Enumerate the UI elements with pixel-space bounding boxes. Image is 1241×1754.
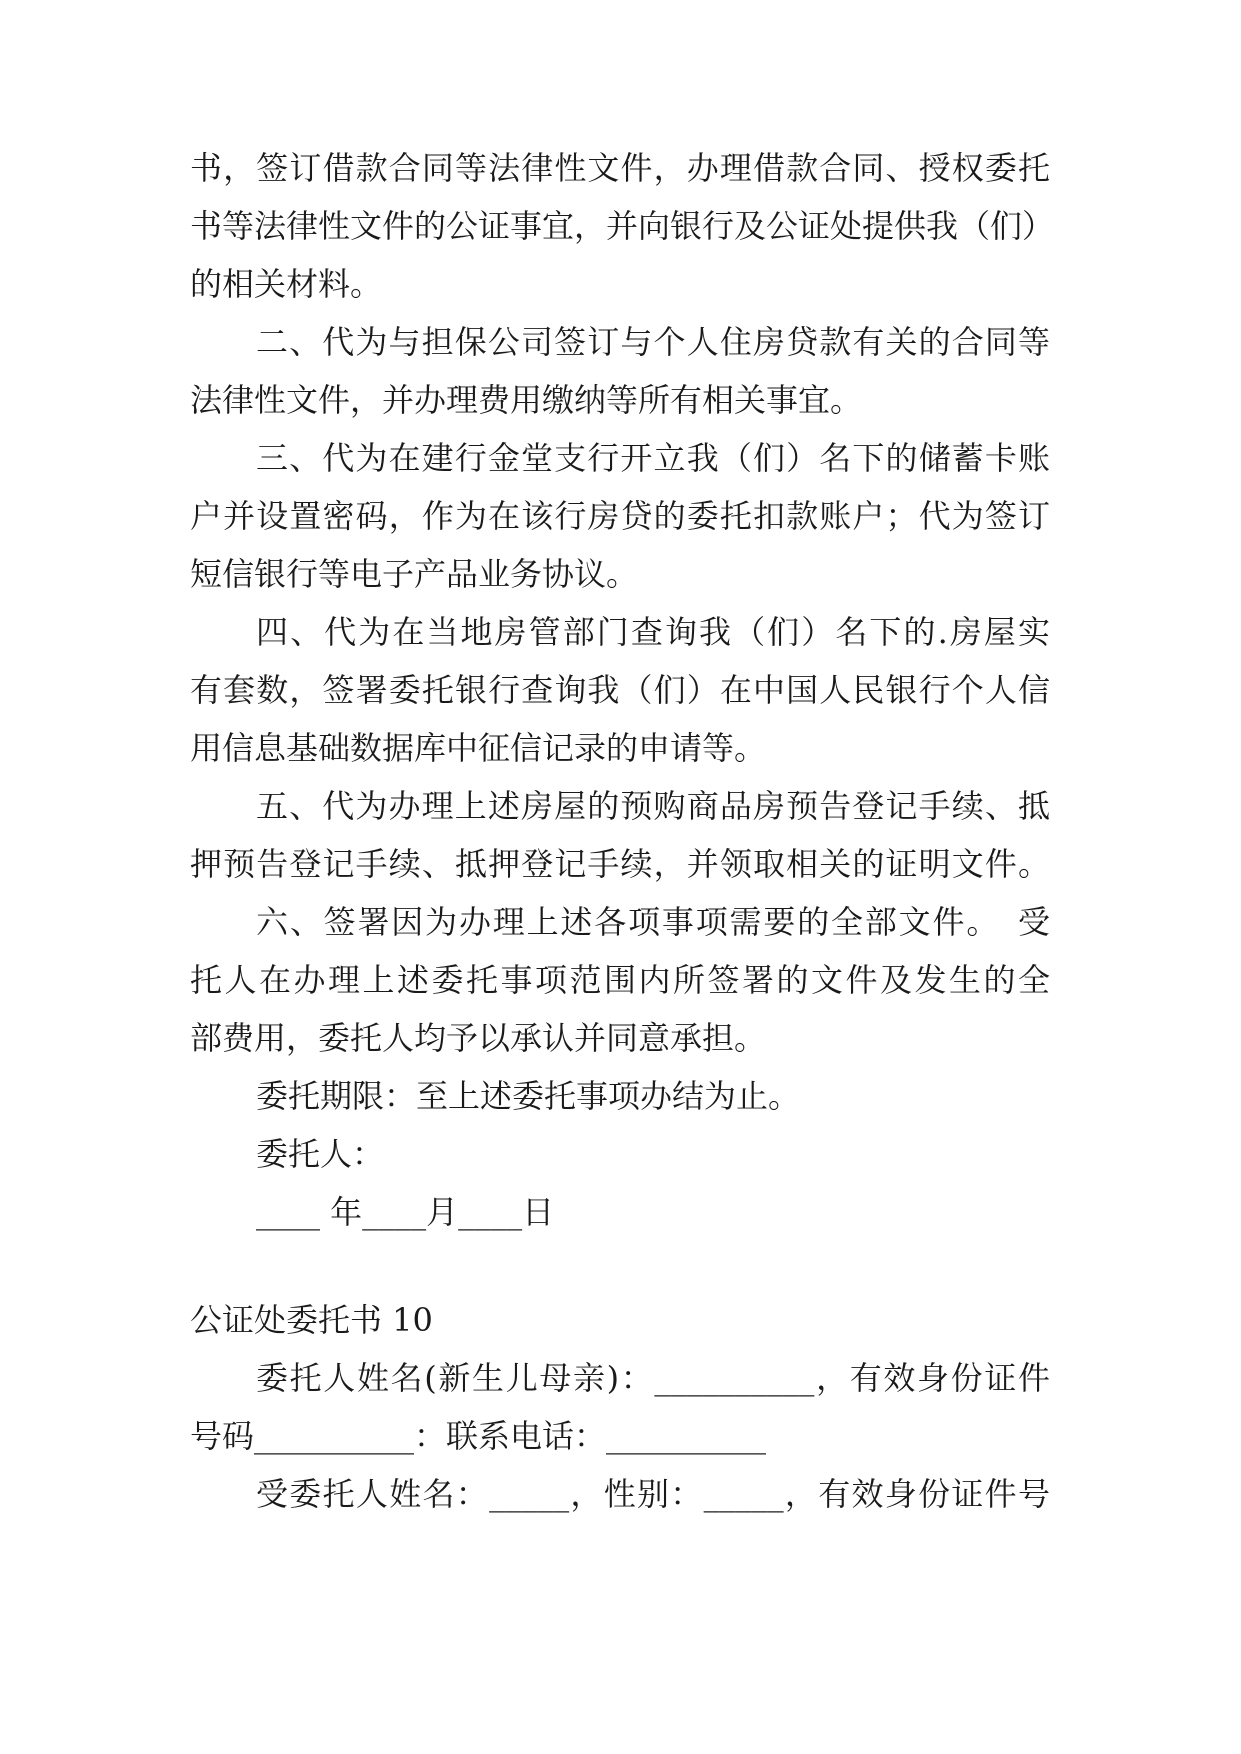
entrust-period: 委托期限：至上述委托事项办结为止。: [256, 1077, 801, 1115]
clause-4-line-2: 有套数，签署委托银行查询我（们）在中国人民银行个人信: [190, 671, 1050, 709]
clause-4-line-1: 四、代为在当地房管部门查询我（们）名下的.房屋实: [256, 613, 1050, 651]
clause-3-line-2: 户并设置密码，作为在该行房贷的委托扣款账户；代为签订: [190, 497, 1050, 535]
paragraph-1-line-2: 书等法律性文件的公证事宜，并向银行及公证处提供我（们）: [190, 207, 1055, 245]
clause-6-line-2: 托人在办理上述委托事项范围内所签署的文件及发生的全: [190, 961, 1050, 999]
principal-info-line-1: 委托人姓名(新生儿母亲)：__________，有效身份证件: [256, 1359, 1050, 1397]
date-blank-line: ____ 年____月____日: [256, 1193, 555, 1231]
clause-5-line-2: 押预告登记手续、抵押登记手续，并领取相关的证明文件。: [190, 845, 1050, 883]
paragraph-1-line-3: 的相关材料。: [190, 265, 383, 303]
clause-4-line-3: 用信息基础数据库中征信记录的申请等。: [190, 729, 767, 767]
clause-6-line-3: 部费用，委托人均予以承认并同意承担。: [190, 1019, 767, 1057]
principal-info-line-2: 号码__________：联系电话：__________: [190, 1417, 767, 1455]
section-title: 公证处委托书 10: [190, 1301, 433, 1339]
clause-5-line-1: 五、代为办理上述房屋的预购商品房预告登记手续、抵: [256, 787, 1050, 825]
clause-2-line-2: 法律性文件，并办理费用缴纳等所有相关事宜。: [190, 381, 863, 419]
agent-info-line-1: 受委托人姓名：_____，性别：_____，有效身份证件号: [256, 1475, 1050, 1513]
clause-2-line-1: 二、代为与担保公司签订与个人住房贷款有关的合同等: [256, 323, 1050, 361]
clause-6-line-1: 六、签署因为办理上述各项事项需要的全部文件。 受: [256, 903, 1050, 941]
principal-signature-label: 委托人：: [256, 1135, 385, 1173]
paragraph-1-line-1: 书，签订借款合同等法律性文件，办理借款合同、授权委托: [190, 149, 1050, 187]
clause-3-line-3: 短信银行等电子产品业务协议。: [190, 555, 639, 593]
clause-3-line-1: 三、代为在建行金堂支行开立我（们）名下的储蓄卡账: [256, 439, 1050, 477]
